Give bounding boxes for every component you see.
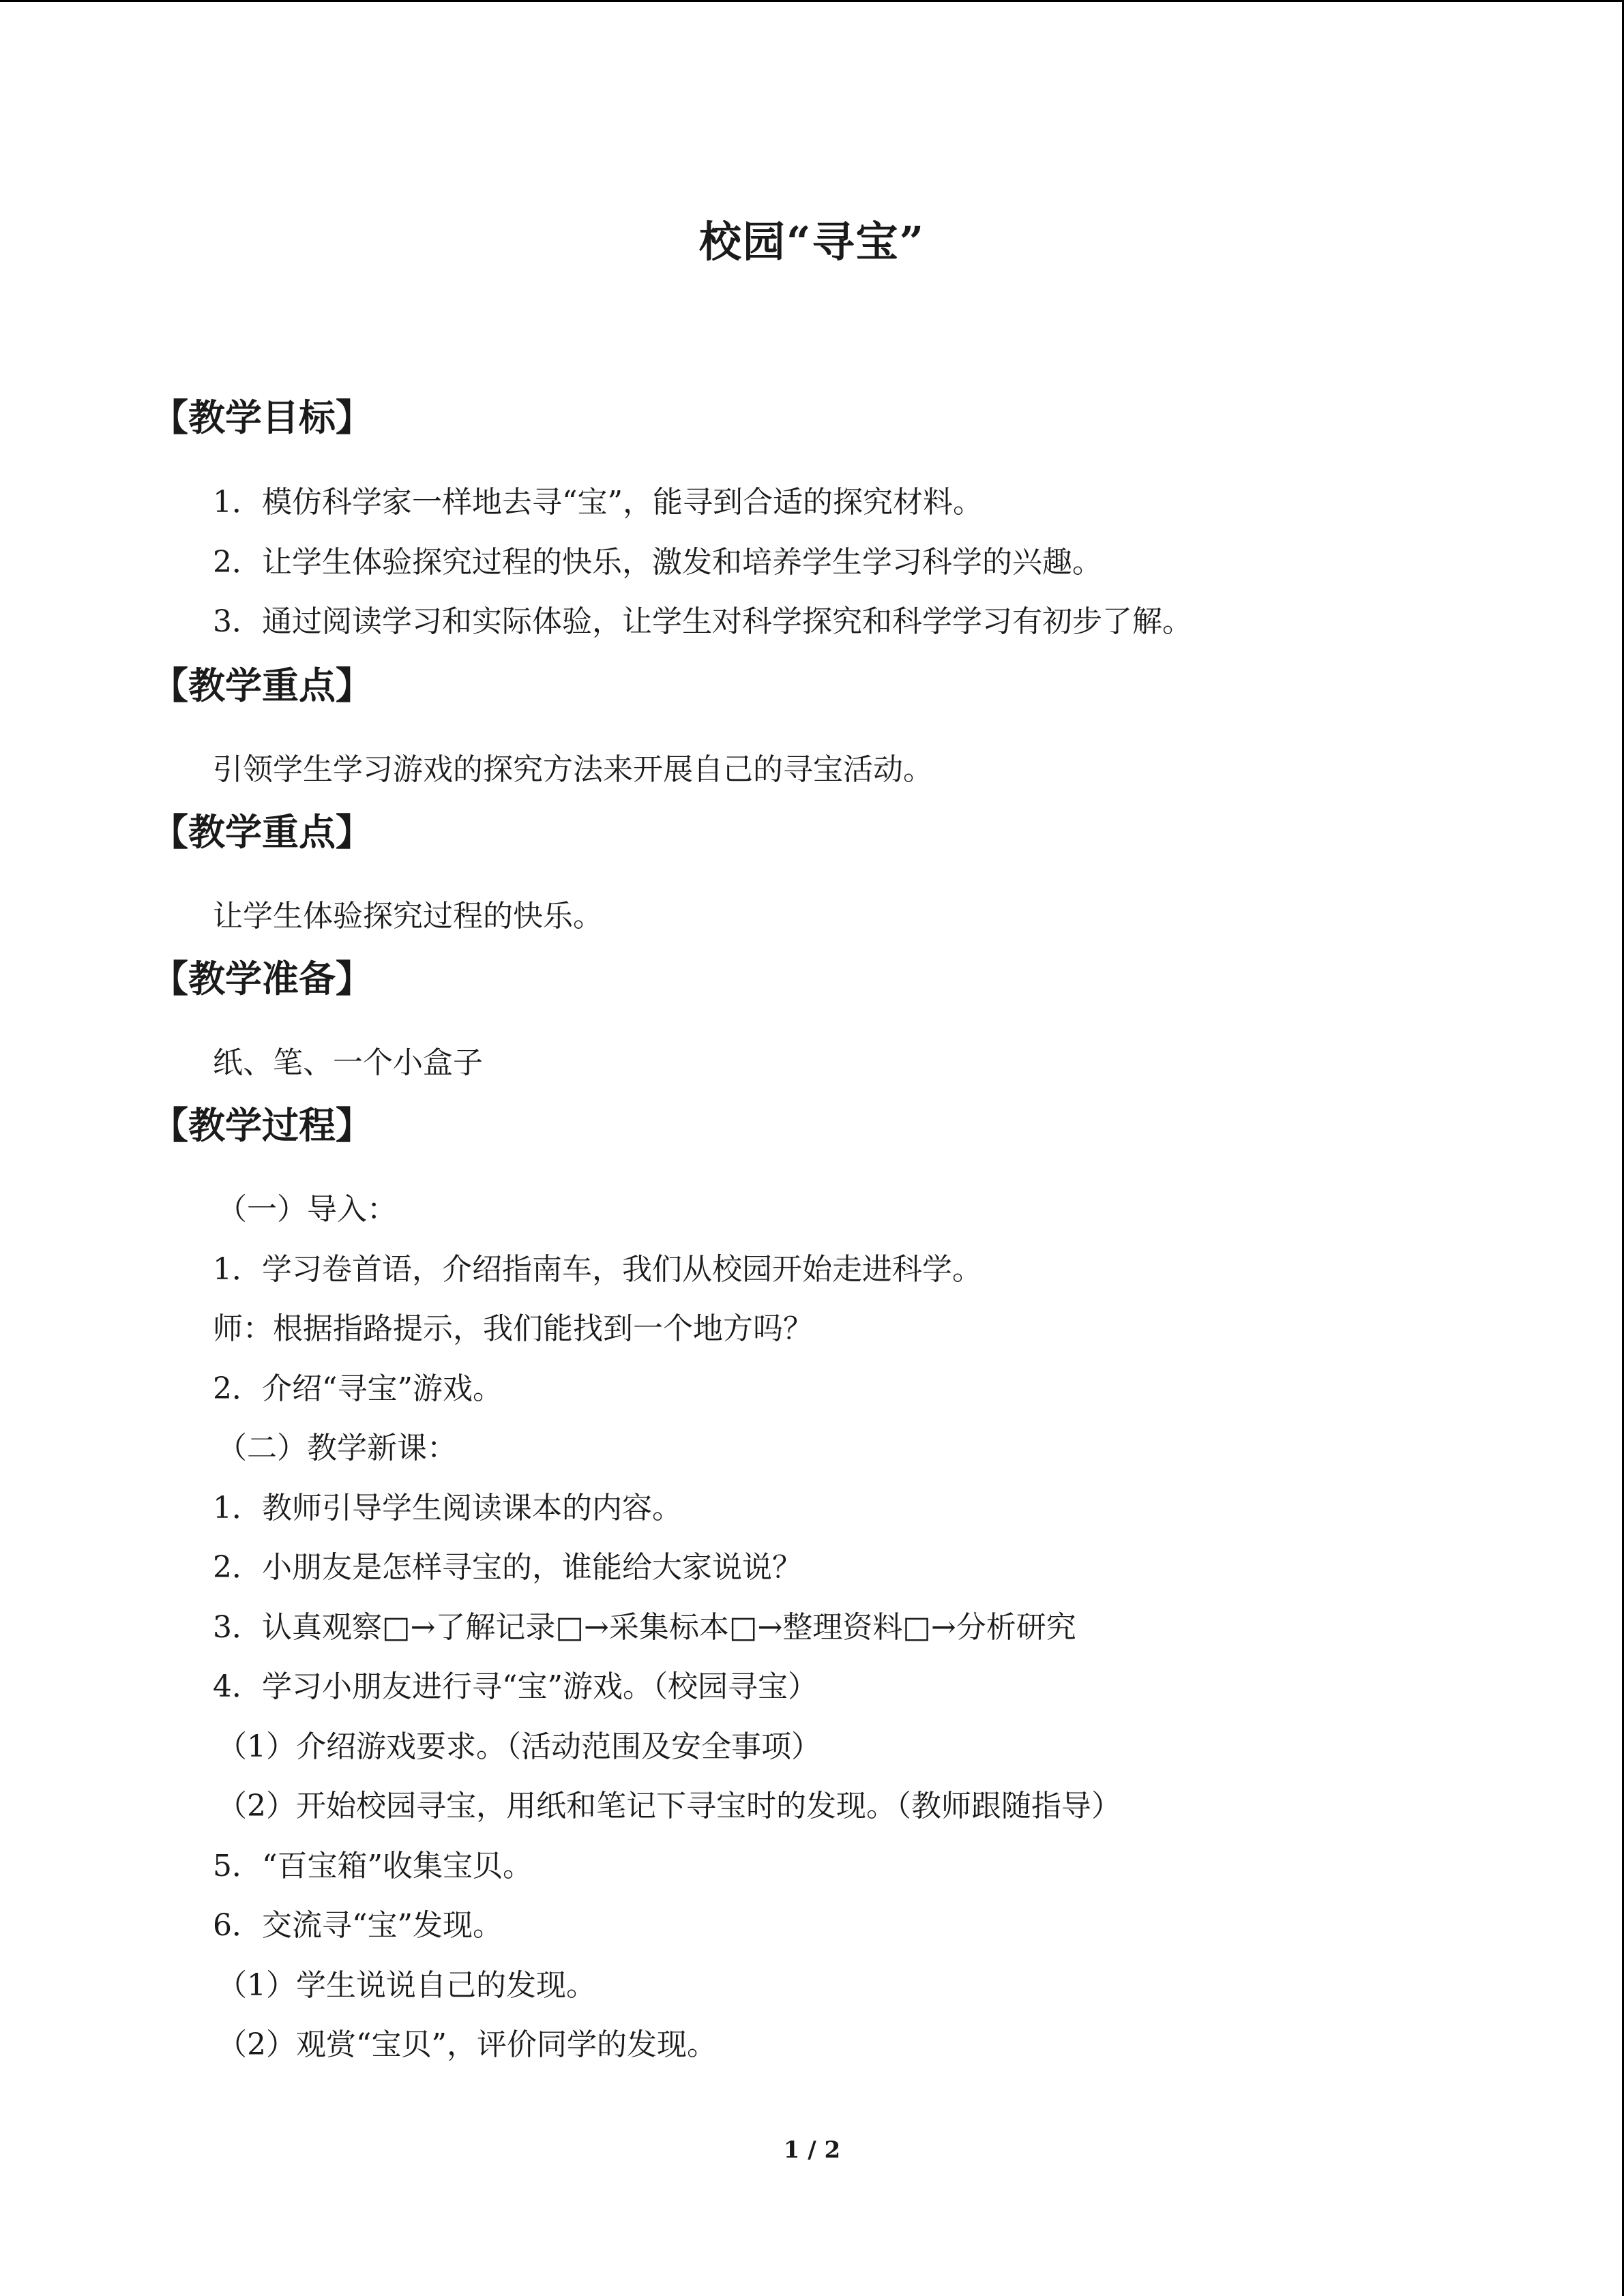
process-line-3: 师：根据指路提示，我们能找到一个地方吗？ bbox=[213, 1311, 813, 1346]
preparation-text: 纸、笔、一个小盒子 bbox=[213, 1045, 483, 1080]
process-line-13: 6．交流寻“宝”发现。 bbox=[213, 1908, 503, 1943]
heading-key-point-2: 【教学重点】 bbox=[151, 810, 372, 854]
process-line-4: 2．介绍“寻宝”游戏。 bbox=[213, 1371, 503, 1406]
process-line-11: （2）开始校园寻宝，用纸和笔记下寻宝时的发现。（教师跟随指导） bbox=[217, 1789, 1121, 1823]
process-line-2: 1．学习卷首语，介绍指南车，我们从校园开始走进科学。 bbox=[213, 1252, 982, 1287]
key-point-text: 引领学生学习游戏的探究方法来开展自己的寻宝活动。 bbox=[213, 752, 933, 787]
heading-objectives: 【教学目标】 bbox=[151, 396, 372, 439]
heading-process: 【教学过程】 bbox=[151, 1103, 372, 1147]
process-line-1: （一）导入： bbox=[217, 1192, 397, 1227]
process-line-9: 4．学习小朋友进行寻“宝”游戏。（校园寻宝） bbox=[213, 1669, 818, 1704]
page-number: 1 / 2 bbox=[783, 2136, 841, 2164]
page-top-border bbox=[0, 0, 1624, 2]
objective-item-2: 2．让学生体验探究过程的快乐，激发和培养学生学习科学的兴趣。 bbox=[213, 545, 1102, 580]
process-line-8: 3．认真观察□→了解记录□→采集标本□→整理资料□→分析研究 bbox=[213, 1610, 1076, 1645]
key-point-2-text: 让学生体验探究过程的快乐。 bbox=[213, 899, 603, 934]
process-line-15: （2）观赏“宝贝”，评价同学的发现。 bbox=[217, 2027, 717, 2062]
document-title: 校园“寻宝” bbox=[698, 217, 926, 267]
heading-preparation: 【教学准备】 bbox=[151, 957, 372, 1000]
process-line-5: （二）教学新课： bbox=[217, 1431, 457, 1465]
heading-key-point: 【教学重点】 bbox=[151, 664, 372, 707]
objective-item-1: 1．模仿科学家一样地去寻“宝”，能寻到合适的探究材料。 bbox=[213, 485, 983, 520]
process-line-7: 2．小朋友是怎样寻宝的，谁能给大家说说？ bbox=[213, 1550, 802, 1585]
objective-item-3: 3．通过阅读学习和实际体验，让学生对科学探究和科学学习有初步了解。 bbox=[213, 604, 1192, 639]
process-line-6: 1．教师引导学生阅读课本的内容。 bbox=[213, 1491, 682, 1525]
process-line-10: （1）介绍游戏要求。（活动范围及安全事项） bbox=[217, 1729, 821, 1764]
process-line-12: 5．“百宝箱”收集宝贝。 bbox=[213, 1849, 533, 1883]
process-line-14: （1）学生说说自己的发现。 bbox=[217, 1968, 596, 2003]
